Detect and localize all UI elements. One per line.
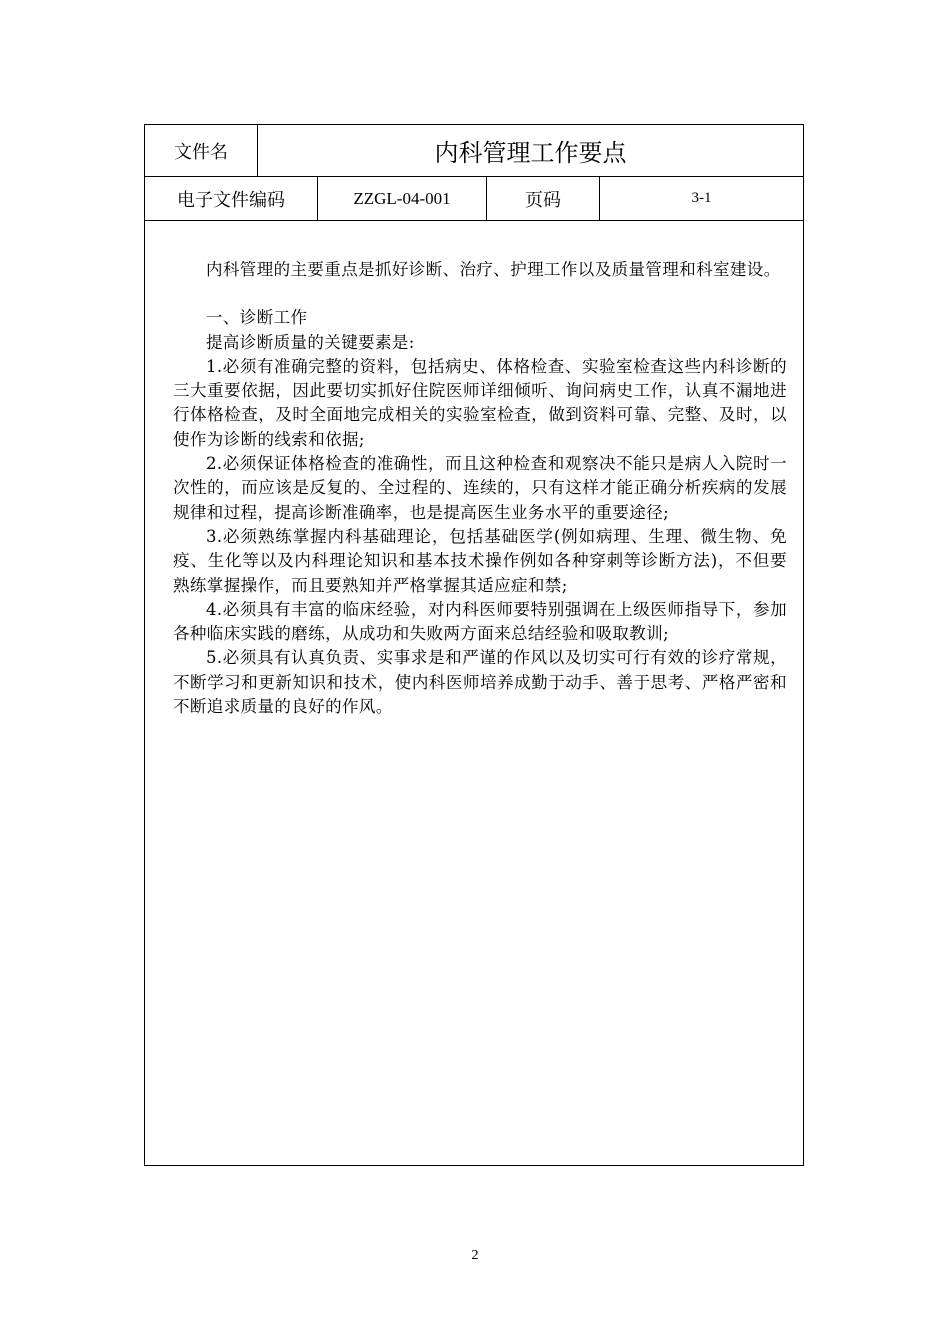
- document-table: [144, 124, 804, 1166]
- document-title: 内科管理工作要点: [434, 139, 627, 167]
- list-item: 4.必须具有丰富的临床经验，对内科医师要特别强调在上级医师指导下，参加各种临床实践的磨练，从成功和失败两方面来总结经验和吸取教训;: [173, 599, 787, 644]
- file-code-value: ZZGL-04-001: [318, 177, 487, 220]
- title-row: [145, 125, 803, 177]
- page-number: 2: [471, 1248, 479, 1263]
- file-name-label: 文件名: [145, 125, 258, 176]
- list-item: 1.必须有准确完整的资料，包括病史、体格检查、实验室检查这些内科诊断的三大重要依据，因此要切实抓好住院医师详细倾听、询问病史工作，认真不漏地进行体格检查，及时全面地完成相关的实验室检查，做到资料可靠、完整、及时，以使作为诊断的线索和依据;: [173, 356, 787, 449]
- meta-row: [145, 177, 803, 221]
- list-item: 5.必须具有认真负责、实事求是和严谨的作风以及切实可行有效的诊疗常规，不断学习和更新知识和技术，使内科医师培养成勤于动手、善于思考、严格严密和不断追求质量的良好的作风。: [173, 648, 787, 717]
- lead-paragraph: 提高诊断质量的关键要素是:: [206, 332, 415, 352]
- file-code-label: 电子文件编码: [145, 177, 318, 220]
- body-content: [173, 258, 787, 719]
- section-heading: 一、诊断工作: [206, 308, 308, 328]
- list-item: 2.必须保证体格检查的准确性，而且这种检查和观察决不能只是病人入院时一次性的，而应该是反复的、全过程的、连续的，只有这样才能正确分析疾病的发展规律和过程，提高诊断准确率，也是提高医生业务水平的重要途径;: [173, 454, 787, 522]
- list-item: 3.必须熟练掌握内科基础理论，包括基础医学(例如病理、生理、微生物、免疫、生化等以及内科理论知识和基本技术操作例如各种穿刺等诊断方法)，不但要熟练掌握操作，而且要熟知并严格掌握其适应症和禁;: [173, 526, 787, 595]
- page-value: 3-1: [691, 190, 712, 206]
- page-label: 页码: [487, 177, 600, 220]
- intro-paragraph: 内科管理的主要重点是抓好诊断、治疗、护理工作以及质量管理和科室建设。: [206, 260, 781, 279]
